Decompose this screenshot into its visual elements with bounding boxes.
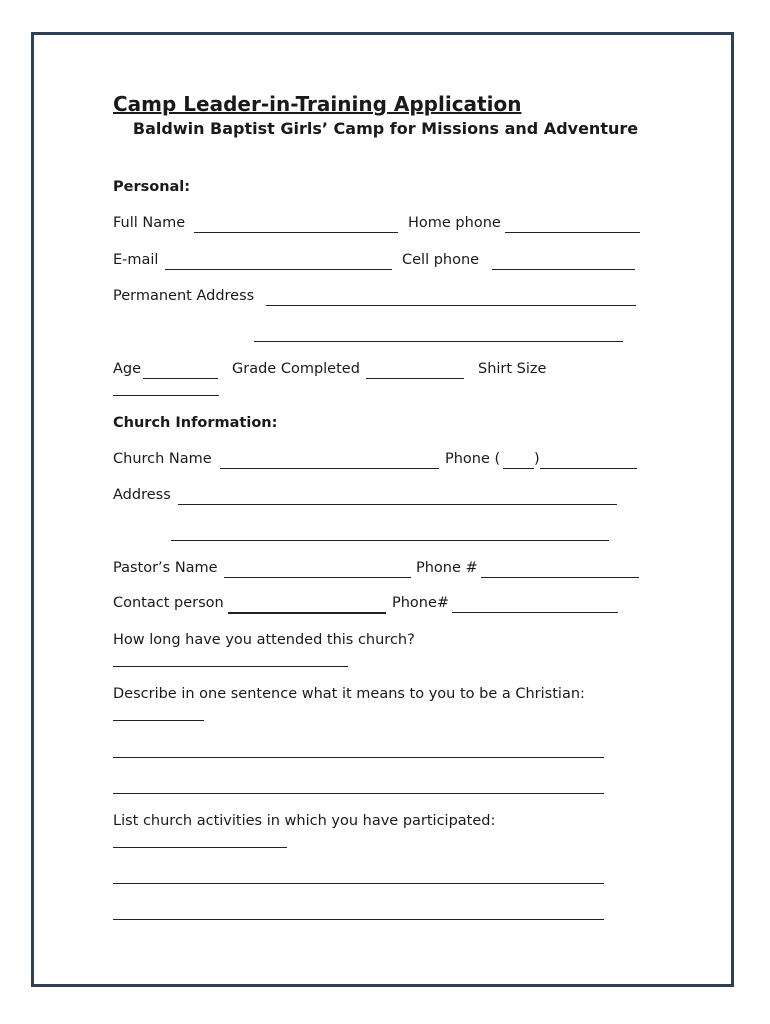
grade-completed-label: Grade Completed xyxy=(232,361,360,377)
page-border xyxy=(31,32,734,987)
church-phone-field[interactable] xyxy=(540,468,637,469)
church-address-label: Address xyxy=(113,487,171,503)
church-phone-paren: ) xyxy=(534,451,540,467)
shirt-size-field[interactable] xyxy=(113,395,219,396)
age-label: Age xyxy=(113,361,142,377)
permanent-address-field-1[interactable] xyxy=(266,305,636,306)
home-phone-field[interactable] xyxy=(505,232,640,233)
church-info-heading: Church Information: xyxy=(113,415,278,431)
form-subtitle: Baldwin Baptist Girls’ Camp for Missions and Adventure xyxy=(132,119,639,138)
form-title: Camp Leader-in-Training Application xyxy=(113,92,522,116)
church-phone-area-code-field[interactable] xyxy=(503,468,534,469)
activities-answer-field-1[interactable] xyxy=(113,847,287,848)
pastor-phone-label: Phone # xyxy=(416,560,478,576)
attended-question: How long have you attended this church? xyxy=(113,632,415,648)
church-name-field[interactable] xyxy=(220,468,439,469)
christian-answer-field-3[interactable] xyxy=(113,793,604,794)
christian-question: Describe in one sentence what it means to you to be a Christian: xyxy=(113,686,585,702)
christian-answer-field-1[interactable] xyxy=(113,720,204,721)
permanent-address-label: Permanent Address xyxy=(113,288,255,304)
email-field[interactable] xyxy=(165,269,392,270)
full-name-label: Full Name xyxy=(113,215,186,231)
church-name-label: Church Name xyxy=(113,451,212,467)
age-field[interactable] xyxy=(143,378,218,379)
pastor-name-field[interactable] xyxy=(224,577,411,578)
pastor-phone-field[interactable] xyxy=(481,577,639,578)
cell-phone-field[interactable] xyxy=(492,269,635,270)
church-address-field-1[interactable] xyxy=(178,504,617,505)
contact-phone-field[interactable] xyxy=(452,612,618,613)
attended-answer-field[interactable] xyxy=(113,666,348,667)
pastor-name-label: Pastor’s Name xyxy=(113,560,218,576)
personal-heading: Personal: xyxy=(113,179,191,195)
cell-phone-label: Cell phone xyxy=(402,252,480,268)
permanent-address-field-2[interactable] xyxy=(254,341,623,342)
activities-answer-field-3[interactable] xyxy=(113,919,604,920)
full-name-field[interactable] xyxy=(194,232,398,233)
home-phone-label: Home phone xyxy=(408,215,501,231)
church-address-field-2[interactable] xyxy=(171,540,609,541)
activities-question: List church activities in which you have participated: xyxy=(113,813,496,829)
contact-phone-label: Phone# xyxy=(392,595,450,611)
contact-person-label: Contact person xyxy=(113,595,224,611)
christian-answer-field-2[interactable] xyxy=(113,757,604,758)
activities-answer-field-2[interactable] xyxy=(113,883,604,884)
church-phone-label: Phone ( xyxy=(445,451,501,467)
email-label: E-mail xyxy=(113,252,159,268)
grade-completed-field[interactable] xyxy=(366,378,464,379)
contact-person-field[interactable] xyxy=(228,612,386,614)
shirt-size-label: Shirt Size xyxy=(478,361,547,377)
